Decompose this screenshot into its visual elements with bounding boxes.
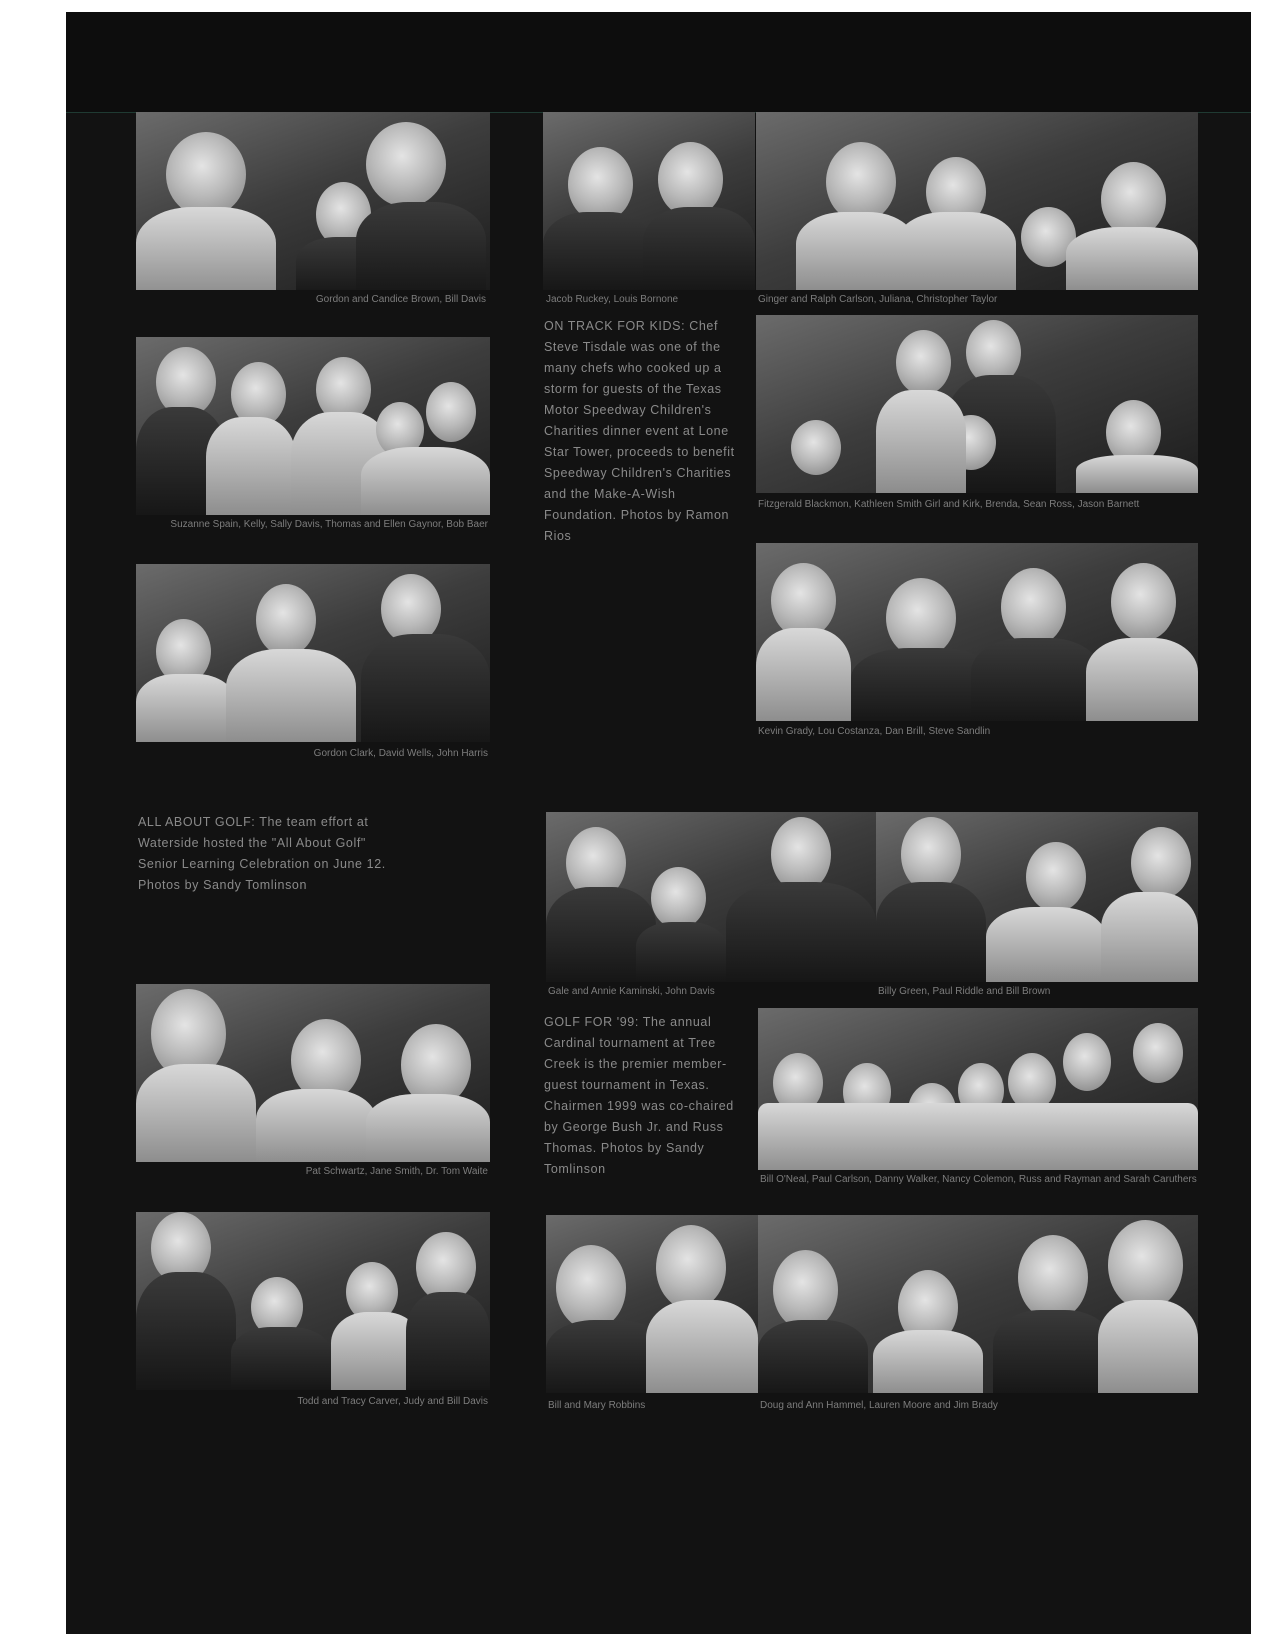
caption-12: Todd and Tracy Carver, Judy and Bill Davis <box>297 1396 488 1407</box>
caption-3: Ginger and Ralph Carlson, Juliana, Christopher Taylor <box>758 294 998 305</box>
caption-8: Gale and Annie Kaminski, John Davis <box>548 986 715 997</box>
story-golf-for-99: GOLF FOR '99: The annual Cardinal tournament at Tree Creek is the premier member-guest tournament in Texas. Chairmen 1999 was co-chaired by George Bush Jr. and Russ Thomas. Photos by Sandy Tomlinson <box>544 1015 734 1176</box>
caption-10: Pat Schwartz, Jane Smith, Dr. Tom Waite <box>305 1166 488 1177</box>
photo-four-men-cowboy-hat <box>756 543 1198 721</box>
caption-5: Fitzgerald Blackmon, Kathleen Smith Girl and Kirk, Brenda, Sean Ross, Jason Barnett <box>758 499 1140 510</box>
photo-four-people-home <box>758 1215 1198 1393</box>
photo-two-men <box>543 112 755 290</box>
photo-golf-group-trees <box>758 1008 1198 1170</box>
photo-three-men-caps <box>876 812 1198 982</box>
top-band <box>66 12 1251 113</box>
photo-four-indoor <box>136 1212 490 1390</box>
caption-1: Gordon and Candice Brown, Bill Davis <box>315 294 486 305</box>
caption-14: Doug and Ann Hammel, Lauren Moore and Jim Brady <box>760 1400 998 1411</box>
caption-4: Suzanne Spain, Kelly, Sally Davis, Thomas and Ellen Gaynor, Bob Baer <box>170 519 488 530</box>
caption-6: Gordon Clark, David Wells, John Harris <box>313 748 488 759</box>
photo-group-outdoor-party <box>756 315 1198 493</box>
story-all-about-golf: ALL ABOUT GOLF: The team effort at Waterside hosted the "All About Golf" Senior Learning Celebration on June 12. Photos by Sandy Tomlinson <box>138 815 386 892</box>
caption-7: Kevin Grady, Lou Costanza, Dan Brill, Steve Sandlin <box>758 726 991 737</box>
photo-three-formal <box>546 812 876 982</box>
yearbook-page <box>66 12 1251 1634</box>
photo-couple <box>546 1215 758 1393</box>
photo-five-people <box>136 337 490 515</box>
caption-11: Bill O'Neal, Paul Carlson, Danny Walker, Nancy Colemon, Russ and Rayman and Sarah Caruthers <box>760 1174 1197 1185</box>
photo-three-men-woman <box>136 112 490 290</box>
caption-2: Jacob Ruckey, Louis Bornone <box>546 294 679 305</box>
photo-two-men-woman <box>136 984 490 1162</box>
caption-9: Billy Green, Paul Riddle and Bill Brown <box>878 986 1051 997</box>
caption-13: Bill and Mary Robbins <box>548 1400 646 1411</box>
photo-three-men-golf <box>136 564 490 742</box>
photo-four-people-house <box>756 112 1198 290</box>
story-on-track-for-kids: ON TRACK FOR KIDS: Chef Steve Tisdale was one of the many chefs who cooked up a storm for guests of the Texas Motor Speedway Children's Charities dinner event at Lone Star Tower, proceeds to benefit Speedway Children's Charities and the Make-A-Wish Foundation. Photos by Ramon Rios <box>544 319 735 543</box>
